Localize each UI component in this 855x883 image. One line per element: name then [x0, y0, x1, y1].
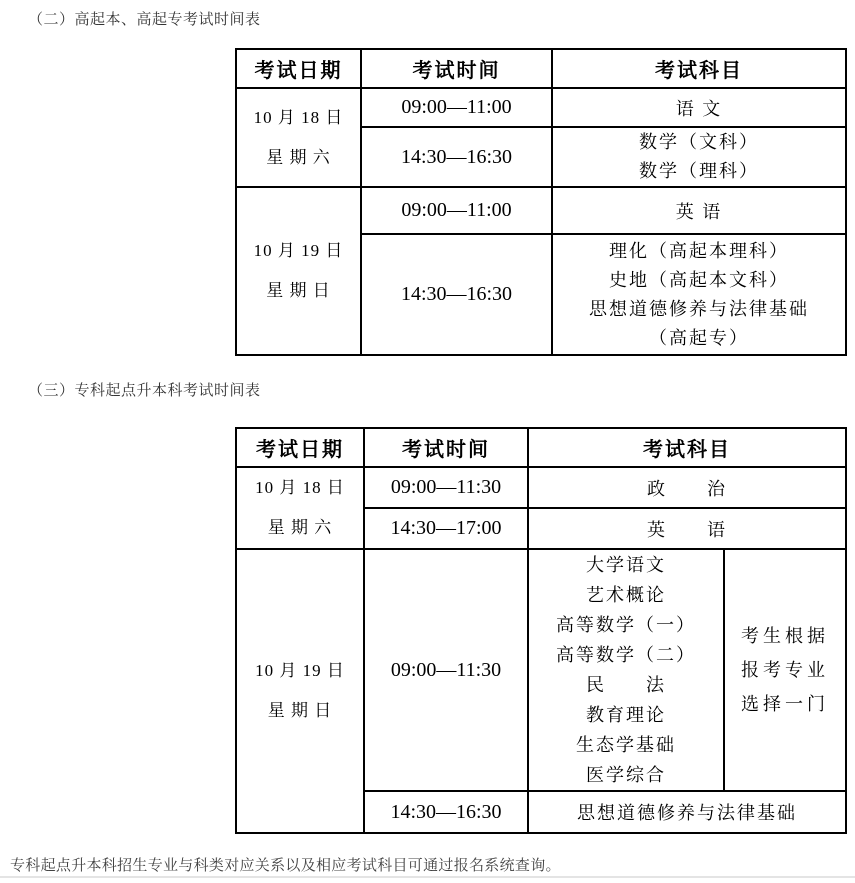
weekday-line: 星 期 日 — [266, 281, 331, 300]
table-row — [236, 88, 846, 127]
date-line: 10 月 19 日 — [255, 661, 345, 680]
subject-line: 民 法 — [586, 675, 666, 695]
section-title-zhuanshengben: （三）专科起点升本科考试时间表 — [28, 382, 261, 399]
zhuanshengben-exam-table — [235, 427, 847, 834]
cell-exam-time: 14:30—16:30 — [361, 127, 552, 187]
subject-line: 高等数学（一） — [556, 615, 696, 635]
table-header-row — [236, 49, 846, 88]
subject-line: 艺术概论 — [586, 585, 666, 605]
subject-line: （高起专） — [649, 327, 749, 348]
header-exam-time: 考试时间 — [364, 428, 528, 467]
date-line: 10 月 19 日 — [253, 241, 344, 260]
cell-exam-subject-list — [528, 549, 724, 791]
cell-exam-date — [236, 549, 364, 833]
header-exam-date: 考试日期 — [236, 49, 361, 88]
cell-exam-date — [236, 467, 364, 549]
cell-exam-subject: 政 治 — [528, 467, 846, 508]
date-line: 10 月 18 日 — [253, 107, 344, 127]
cell-exam-subject — [552, 234, 846, 355]
subject-line: 生态学基础 — [576, 735, 676, 755]
subject-line: 教育理论 — [586, 705, 666, 725]
cell-exam-time: 14:30—16:30 — [361, 234, 552, 355]
cell-exam-time: 09:00—11:00 — [361, 187, 552, 234]
footer-note: 专科起点升本科招生专业与科类对应关系以及相应考试科目可通过报名系统查询。 — [10, 857, 561, 874]
cell-exam-subject — [552, 127, 846, 187]
cell-exam-time: 14:30—16:30 — [364, 791, 528, 833]
table-row — [236, 549, 846, 791]
weekday-line: 星 期 六 — [266, 147, 331, 167]
subject-line: 数学（理科） — [639, 161, 759, 181]
subject-line: 高等数学（二） — [556, 645, 696, 665]
section-title-gaoqi: （二）高起本、高起专考试时间表 — [28, 11, 261, 28]
note-line: 考生根据 — [741, 626, 829, 646]
header-exam-time: 考试时间 — [361, 49, 552, 88]
table-row — [236, 187, 846, 234]
subject-line: 思想道德修养与法律基础 — [589, 298, 809, 319]
cell-exam-subject: 语 文 — [552, 88, 846, 127]
subject-line: 数学（文科） — [639, 132, 759, 152]
cell-exam-subject: 思想道德修养与法律基础 — [528, 791, 846, 833]
note-line: 报考专业 — [741, 660, 829, 680]
table-header-row — [236, 428, 846, 467]
subject-line: 大学语文 — [586, 555, 666, 575]
header-exam-subject: 考试科目 — [528, 428, 846, 467]
cell-exam-time: 09:00—11:30 — [364, 467, 528, 508]
subject-line: 医学综合 — [586, 765, 666, 785]
weekday-line: 星 期 六 — [267, 518, 333, 537]
table-row — [236, 467, 846, 508]
note-line: 选择一门 — [741, 694, 829, 714]
cell-exam-time: 09:00—11:00 — [361, 88, 552, 127]
subject-line: 史地（高起本文科） — [609, 269, 789, 290]
gaoqi-exam-table — [235, 48, 847, 356]
date-line: 10 月 18 日 — [255, 478, 345, 497]
header-exam-subject: 考试科目 — [552, 49, 846, 88]
cell-choice-note — [724, 549, 846, 791]
cell-exam-time: 09:00—11:30 — [364, 549, 528, 791]
header-exam-date: 考试日期 — [236, 428, 364, 467]
cell-exam-time: 14:30—17:00 — [364, 508, 528, 549]
cell-exam-date — [236, 187, 361, 355]
subject-line: 理化（高起本理科） — [609, 240, 789, 261]
cell-exam-subject: 英 语 — [528, 508, 846, 549]
cell-exam-subject: 英 语 — [552, 187, 846, 234]
cell-exam-date — [236, 88, 361, 187]
bottom-divider — [0, 876, 855, 878]
weekday-line: 星 期 日 — [267, 701, 333, 720]
